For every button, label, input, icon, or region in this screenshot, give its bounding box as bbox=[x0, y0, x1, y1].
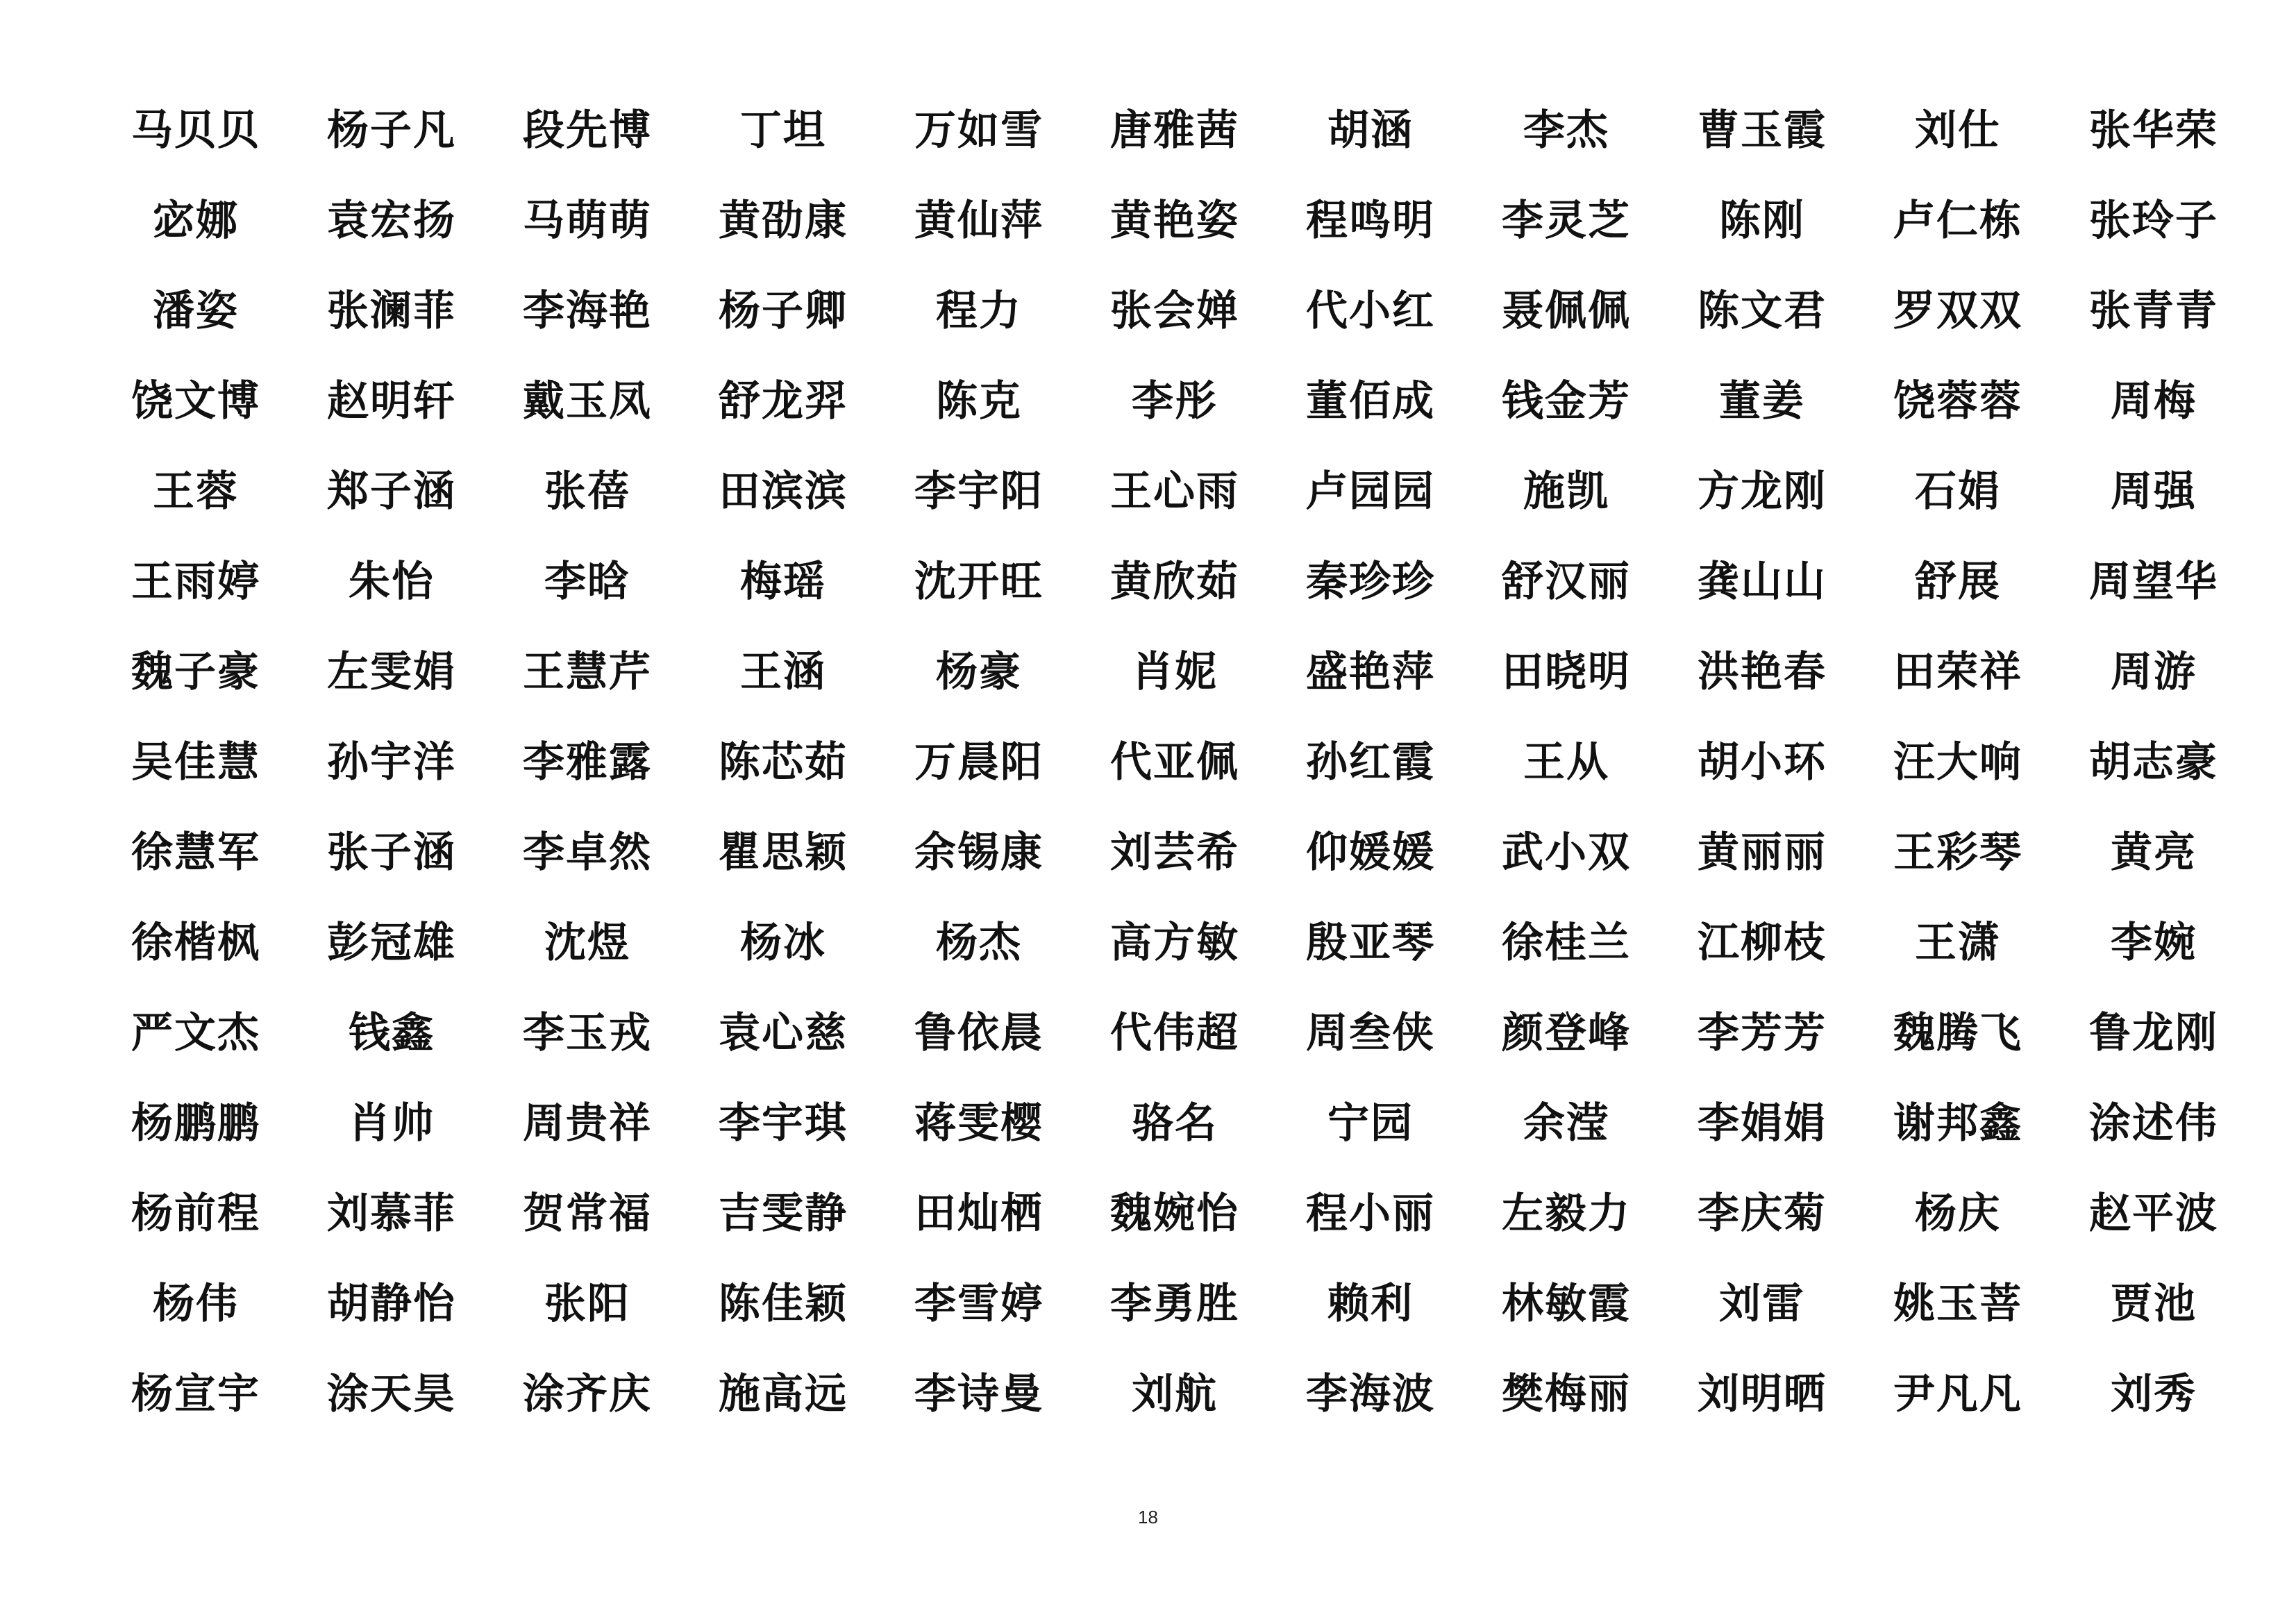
name-entry: 袁宏扬 bbox=[327, 196, 456, 245]
name-entry: 孙宇洋 bbox=[327, 738, 456, 787]
name-entry: 宓娜 bbox=[153, 196, 239, 245]
name-entry: 左毅力 bbox=[1502, 1189, 1631, 1238]
name-entry: 严文杰 bbox=[131, 1009, 260, 1057]
name-entry: 张青青 bbox=[2089, 287, 2218, 335]
name-entry: 陈文君 bbox=[1698, 287, 1827, 335]
name-entry: 李卓然 bbox=[523, 828, 652, 877]
name-entry: 张蓓 bbox=[544, 467, 630, 516]
name-entry: 刘雷 bbox=[1719, 1280, 1805, 1328]
name-entry: 蒋雯樱 bbox=[914, 1099, 1044, 1148]
name-entry: 董姜 bbox=[1719, 377, 1805, 426]
name-entry: 李芳芳 bbox=[1698, 1009, 1827, 1057]
name-entry: 骆名 bbox=[1132, 1099, 1218, 1148]
name-entry: 杨杰 bbox=[936, 919, 1022, 967]
name-entry: 施凯 bbox=[1523, 467, 1609, 516]
name-entry: 谢邦鑫 bbox=[1893, 1099, 2022, 1148]
name-entry: 王彩琴 bbox=[1893, 828, 2022, 877]
name-entry: 贾池 bbox=[2111, 1280, 2197, 1328]
name-entry: 周游 bbox=[2111, 648, 2197, 696]
name-entry: 高方敏 bbox=[1110, 919, 1239, 967]
name-entry: 李灵芝 bbox=[1502, 196, 1631, 245]
name-entry: 施高远 bbox=[719, 1370, 848, 1418]
name-entry: 涂齐庆 bbox=[523, 1370, 652, 1418]
name-entry: 饶文博 bbox=[131, 377, 260, 426]
name-entry: 李杰 bbox=[1523, 106, 1609, 155]
name-entry: 洪艳春 bbox=[1698, 648, 1827, 696]
name-entry: 万如雪 bbox=[914, 106, 1044, 155]
name-entry: 王心雨 bbox=[1110, 467, 1239, 516]
name-entry: 潘姿 bbox=[153, 287, 239, 335]
name-entry: 刘秀 bbox=[2111, 1370, 2197, 1418]
name-entry: 王涵 bbox=[740, 648, 826, 696]
name-entry: 石娟 bbox=[1915, 467, 2001, 516]
name-entry: 张华荣 bbox=[2089, 106, 2218, 155]
name-entry: 宁园 bbox=[1327, 1099, 1414, 1148]
name-entry: 魏腾飞 bbox=[1893, 1009, 2022, 1057]
name-entry: 唐雅茜 bbox=[1110, 106, 1239, 155]
name-entry: 万晨阳 bbox=[914, 738, 1044, 787]
name-entry: 周贵祥 bbox=[523, 1099, 652, 1148]
name-entry: 鲁依晨 bbox=[914, 1009, 1044, 1057]
name-entry: 沈煜 bbox=[544, 919, 630, 967]
name-entry: 王蓉 bbox=[153, 467, 239, 516]
name-entry: 袁心慈 bbox=[719, 1009, 848, 1057]
name-entry: 余滢 bbox=[1523, 1099, 1609, 1148]
name-entry: 余锡康 bbox=[914, 828, 1044, 877]
name-entry: 陈克 bbox=[936, 377, 1022, 426]
name-entry: 戴玉凤 bbox=[523, 377, 652, 426]
name-entry: 杨子卿 bbox=[719, 287, 848, 335]
name-entry: 江柳枝 bbox=[1698, 919, 1827, 967]
name-entry: 瞿思颖 bbox=[719, 828, 848, 877]
name-entry: 杨伟 bbox=[153, 1280, 239, 1328]
name-entry: 杨豪 bbox=[936, 648, 1022, 696]
name-entry: 黄艳姿 bbox=[1110, 196, 1239, 245]
name-entry: 李晗 bbox=[544, 558, 630, 606]
name-entry: 杨宣宇 bbox=[131, 1370, 260, 1418]
name-entry: 张会婵 bbox=[1110, 287, 1239, 335]
name-entry: 李海艳 bbox=[523, 287, 652, 335]
name-entry: 陈刚 bbox=[1719, 196, 1805, 245]
name-entry: 程力 bbox=[936, 287, 1022, 335]
name-entry: 徐慧军 bbox=[131, 828, 260, 877]
name-entry: 郑子涵 bbox=[327, 467, 456, 516]
name-entry: 钱鑫 bbox=[349, 1009, 435, 1057]
name-entry: 张玲子 bbox=[2089, 196, 2218, 245]
name-entry: 周叁侠 bbox=[1306, 1009, 1435, 1057]
name-entry: 马萌萌 bbox=[523, 196, 652, 245]
name-entry: 涂天昊 bbox=[327, 1370, 456, 1418]
name-entry: 张子涵 bbox=[327, 828, 456, 877]
name-entry: 李诗曼 bbox=[914, 1370, 1044, 1418]
name-entry: 孙红霞 bbox=[1306, 738, 1435, 787]
name-entry: 汪大响 bbox=[1893, 738, 2022, 787]
name-entry: 周梅 bbox=[2111, 377, 2197, 426]
name-entry: 黄亮 bbox=[2111, 828, 2197, 877]
name-entry: 李雪婷 bbox=[914, 1280, 1044, 1328]
name-entry: 周望华 bbox=[2089, 558, 2218, 606]
name-entry: 舒龙羿 bbox=[719, 377, 848, 426]
name-entry: 李雅露 bbox=[523, 738, 652, 787]
name-entry: 王慧芹 bbox=[523, 648, 652, 696]
name-entry: 沈开旺 bbox=[914, 558, 1044, 606]
name-entry: 田灿栖 bbox=[914, 1189, 1044, 1238]
name-entry: 李海波 bbox=[1306, 1370, 1435, 1418]
name-entry: 贺常福 bbox=[523, 1189, 652, 1238]
name-entry: 胡静怡 bbox=[327, 1280, 456, 1328]
name-entry: 刘航 bbox=[1132, 1370, 1218, 1418]
name-entry: 杨鹏鹏 bbox=[131, 1099, 260, 1148]
name-entry: 陈芯茹 bbox=[719, 738, 848, 787]
name-entry: 李婉 bbox=[2111, 919, 2197, 967]
name-entry: 李玉戎 bbox=[523, 1009, 652, 1057]
name-entry: 马贝贝 bbox=[131, 106, 260, 155]
name-entry: 赵平波 bbox=[2089, 1189, 2218, 1238]
name-entry: 李勇胜 bbox=[1110, 1280, 1239, 1328]
name-entry: 黄欣茹 bbox=[1110, 558, 1239, 606]
name-entry: 颜登峰 bbox=[1502, 1009, 1631, 1057]
name-entry: 樊梅丽 bbox=[1502, 1370, 1631, 1418]
name-entry: 罗双双 bbox=[1893, 287, 2022, 335]
name-entry: 肖妮 bbox=[1132, 648, 1218, 696]
name-entry: 吉雯静 bbox=[719, 1189, 848, 1238]
name-entry: 杨冰 bbox=[740, 919, 826, 967]
name-entry: 方龙刚 bbox=[1698, 467, 1827, 516]
name-entry: 李庆菊 bbox=[1698, 1189, 1827, 1238]
name-entry: 丁坦 bbox=[740, 106, 826, 155]
name-entry: 胡志豪 bbox=[2089, 738, 2218, 787]
name-entry: 黄劭康 bbox=[719, 196, 848, 245]
name-entry: 卢仁栋 bbox=[1893, 196, 2022, 245]
name-entry: 陈佳颖 bbox=[719, 1280, 848, 1328]
name-entry: 赵明轩 bbox=[327, 377, 456, 426]
name-entry: 仰媛媛 bbox=[1306, 828, 1435, 877]
name-entry: 吴佳慧 bbox=[131, 738, 260, 787]
name-entry: 杨前程 bbox=[131, 1189, 260, 1238]
name-entry: 黄仙萍 bbox=[914, 196, 1044, 245]
name-entry: 杨庆 bbox=[1915, 1189, 2001, 1238]
name-entry: 代亚佩 bbox=[1110, 738, 1239, 787]
name-entry: 曹玉霞 bbox=[1698, 106, 1827, 155]
name-entry: 李宇琪 bbox=[719, 1099, 848, 1148]
name-entry: 张阳 bbox=[544, 1280, 630, 1328]
name-entry: 胡小环 bbox=[1698, 738, 1827, 787]
name-entry: 左雯娟 bbox=[327, 648, 456, 696]
name-entry: 尹凡凡 bbox=[1893, 1370, 2022, 1418]
name-entry: 涂述伟 bbox=[2089, 1099, 2218, 1148]
name-entry: 舒汉丽 bbox=[1502, 558, 1631, 606]
name-entry: 彭冠雄 bbox=[327, 919, 456, 967]
name-entry: 龚山山 bbox=[1698, 558, 1827, 606]
name-list-grid bbox=[101, 82, 2218, 1436]
name-entry: 田滨滨 bbox=[719, 467, 848, 516]
name-entry: 殷亚琴 bbox=[1306, 919, 1435, 967]
name-entry: 董佰成 bbox=[1306, 377, 1435, 426]
name-entry: 鲁龙刚 bbox=[2089, 1009, 2218, 1057]
name-entry: 魏子豪 bbox=[131, 648, 260, 696]
name-entry: 王雨婷 bbox=[131, 558, 260, 606]
name-entry: 李宇阳 bbox=[914, 467, 1044, 516]
name-entry: 代小红 bbox=[1306, 287, 1435, 335]
name-entry: 李娟娟 bbox=[1698, 1099, 1827, 1148]
name-entry: 田晓明 bbox=[1502, 648, 1631, 696]
name-entry: 刘明晒 bbox=[1698, 1370, 1827, 1418]
name-entry: 田荣祥 bbox=[1893, 648, 2022, 696]
name-entry: 刘仕 bbox=[1915, 106, 2001, 155]
name-entry: 钱金芳 bbox=[1502, 377, 1631, 426]
name-entry: 杨子凡 bbox=[327, 106, 456, 155]
name-entry: 刘芸希 bbox=[1110, 828, 1239, 877]
name-entry: 王潇 bbox=[1915, 919, 2001, 967]
name-entry: 饶蓉蓉 bbox=[1893, 377, 2022, 426]
name-entry: 刘慕菲 bbox=[327, 1189, 456, 1238]
name-entry: 徐楷枫 bbox=[131, 919, 260, 967]
name-entry: 程小丽 bbox=[1306, 1189, 1435, 1238]
name-entry: 黄丽丽 bbox=[1698, 828, 1827, 877]
name-entry: 盛艳萍 bbox=[1306, 648, 1435, 696]
name-entry: 胡涵 bbox=[1327, 106, 1414, 155]
name-entry: 秦珍珍 bbox=[1306, 558, 1435, 606]
name-entry: 武小双 bbox=[1502, 828, 1631, 877]
name-entry: 段先博 bbox=[523, 106, 652, 155]
name-entry: 魏婉怡 bbox=[1110, 1189, 1239, 1238]
name-entry: 李彤 bbox=[1132, 377, 1218, 426]
name-entry: 程鸣明 bbox=[1306, 196, 1435, 245]
page-number: 18 bbox=[1138, 1507, 1158, 1527]
name-entry: 张澜菲 bbox=[327, 287, 456, 335]
name-entry: 徐桂兰 bbox=[1502, 919, 1631, 967]
name-entry: 代伟超 bbox=[1110, 1009, 1239, 1057]
name-entry: 朱怡 bbox=[349, 558, 435, 606]
name-entry: 梅瑶 bbox=[740, 558, 826, 606]
name-entry: 赖利 bbox=[1327, 1280, 1414, 1328]
name-entry: 卢园园 bbox=[1306, 467, 1435, 516]
name-entry: 王从 bbox=[1523, 738, 1609, 787]
name-entry: 周强 bbox=[2111, 467, 2197, 516]
name-entry: 肖帅 bbox=[349, 1099, 435, 1148]
name-entry: 聂佩佩 bbox=[1502, 287, 1631, 335]
name-entry: 舒展 bbox=[1915, 558, 2001, 606]
name-entry: 林敏霞 bbox=[1502, 1280, 1631, 1328]
name-entry: 姚玉菩 bbox=[1893, 1280, 2022, 1328]
